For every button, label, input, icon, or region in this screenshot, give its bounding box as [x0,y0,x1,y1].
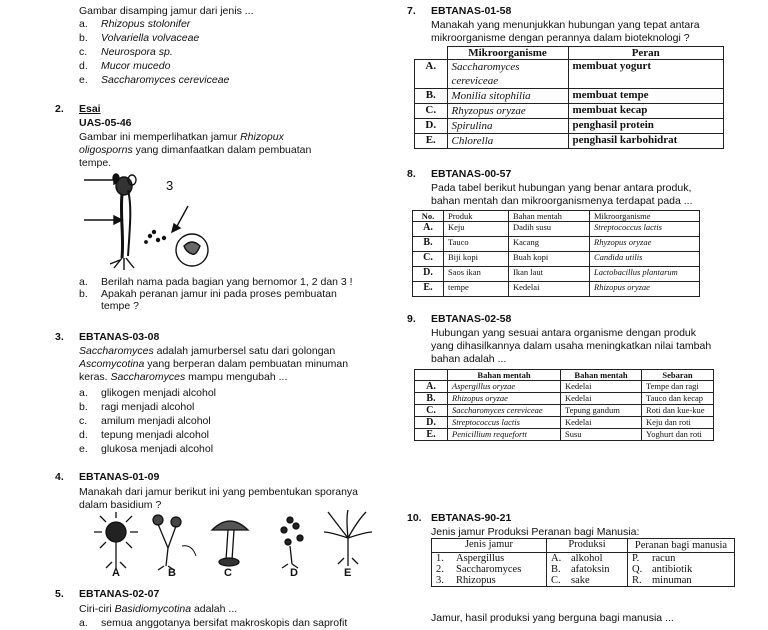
option-text: Rhizopus stolonifer [101,18,191,30]
fungus-a [94,512,138,570]
cell-role: membuat tempe [568,89,724,104]
option-text: Saccharomyces cereviceae [101,74,230,86]
product-letter: A. [551,553,562,564]
row-number: 1. [436,553,444,564]
table-row [415,119,724,134]
q9-header-blank [415,370,448,381]
fig-label-e: E [344,567,352,578]
q9-code: EBTANAS-02-58 [431,313,512,325]
q9-header-org: Bahan mentah [448,370,561,381]
fungus-name: Rhizopus [456,575,496,586]
row-letter: A. [415,60,448,89]
table-row [415,89,724,104]
cell-result: Keju dan roti [642,417,714,429]
row-letter: C. [415,104,448,119]
product-name: afatoksin [571,564,610,575]
cell-organism: Streptococcus lactis [448,417,561,429]
table-row [413,252,700,267]
q10-after: Jamur, hasil produksi yang berguna bagi manusia ... [431,612,674,624]
option-letter: a. [79,617,88,629]
table-row [432,575,735,587]
q9-stem-line1: Hubungan yang sesuai antara organisme dengan produk [431,327,697,339]
option-text: semua anggotanya bersifat makroskopis dan saprofit [101,617,348,629]
cell-raw: Dadih susu [509,222,590,237]
q8-stem-line2: bahan mentah dan mikroorganismenya terdapat pada ... [431,195,693,207]
cell-microbe: Lactobacillus plantarum [590,267,700,282]
q3-stem-line1 [79,345,335,357]
cell-product: tempe [444,282,509,297]
q9-stem-line2: yang dihasilkannya dalam usaha meningkatkan nilai tambah [431,340,712,352]
q7-header-org: Mikroorganisme [447,47,568,60]
q9-header-result: Sebaran [642,370,714,381]
q2-code: UAS-05-46 [79,117,132,129]
cell-role: penghasil karbohidrat [568,134,724,149]
option-text: Neurospora sp. [101,46,173,58]
option-letter: a. [79,387,88,399]
q2-heading: Esai [79,103,101,115]
table-row [415,60,724,89]
q2-stem-species: Rhizopux [240,131,284,143]
option-text: tempe ? [101,300,139,312]
role-name: antibiotik [652,564,693,575]
table-row [415,417,714,429]
q4-number: 4. [55,471,64,483]
option-letter: e. [79,74,88,86]
cell-result: Yoghurt dan roti [642,429,714,441]
option-text: Berilah nama pada bagian yang bernomor 1, 2 dan 3 ! [101,276,353,288]
q8-header-raw: Bahan mentah [509,211,590,222]
fungus-name: Saccharomyces [456,564,522,575]
option-text: glikogen menjadi alcohol [101,387,216,399]
product-name: sake [571,575,590,586]
cell-result: Tempe dan ragi [642,381,714,393]
cell-raw: Kedelai [561,381,642,393]
fungus-d [281,517,303,568]
row-letter: D. [413,267,444,282]
q7-table [414,46,724,149]
cell-raw: Susu [561,429,642,441]
cell-organism: Penicillium requefortt [448,429,561,441]
cell-result: Tauco dan kecap [642,393,714,405]
cell-role [628,564,735,575]
option-text: ragi menjadi alcohol [101,401,195,413]
table-row [413,267,700,282]
q4-code: EBTANAS-01-09 [79,471,160,483]
q3-stem-line2 [79,358,348,370]
option-text: Volvariella volvaceae [101,32,200,44]
cell-fungus [432,553,547,565]
q8-header-microbe: Mikroorganisme [590,211,700,222]
cell-organism: Saccharomyces cereviceae [448,405,561,417]
cell-organism: Rhizopus oryzae [448,393,561,405]
q3-text4: mampu mengubah ... [185,371,288,383]
table-row [413,237,700,252]
row-letter: A. [415,381,448,393]
q10-header-role: Peranan bagi manusia [628,539,735,553]
q2-stem-text: Gambar ini memperlihatkan jamur [79,131,241,143]
q5-stem-a: Ciri-ciri [79,603,115,615]
q10-table [431,538,735,587]
cell-role [628,553,735,565]
q2-stem-text2: yang dimanfaatkan dalam pembuatan [132,144,312,156]
q10-header-product: Produksi [547,539,628,553]
table-row [432,564,735,575]
option-letter: b. [79,32,88,44]
option-text: Mucor mucedo [101,60,171,72]
row-number: 2. [436,564,444,575]
role-name: minuman [652,575,692,586]
cell-result: Roti dan kue-kue [642,405,714,417]
cell-microbe: Candida utilis [590,252,700,267]
cell-raw: Buah kopi [509,252,590,267]
role-letter: Q. [632,564,643,575]
q2-stem-species2: oligosporns [79,144,133,156]
fungus-e [324,510,372,566]
q5-stem [79,603,237,615]
table-row [415,104,724,119]
option-letter: c. [79,46,88,58]
cell-product [547,575,628,587]
fungus-name: Aspergillus [456,553,505,564]
table-row [415,134,724,149]
cell-product [547,564,628,575]
fungus-b [153,515,196,570]
q7-header-role: Peran [568,47,724,60]
fungi-illustrations [84,510,384,578]
row-letter: E. [415,429,448,441]
q7-code: EBTANAS-01-58 [431,5,512,17]
option-text: Apakah peranan jamur ini pada proses pembuatan [101,288,337,300]
q8-header-no: No. [413,211,444,222]
q5-number: 5. [55,588,64,600]
product-name: alkohol [571,553,603,564]
cell-microbe: Rhizopus oryzae [590,282,700,297]
q9-header-raw: Bahan mentah [561,370,642,381]
table-row [413,282,700,297]
q3-number: 3. [55,331,64,343]
role-name: racun [652,553,676,564]
cell-product: Keju [444,222,509,237]
cell-organism: Chlorella [447,134,568,149]
q9-stem-line3: bahan adalah ... [431,353,507,365]
cell-organism: Saccharomyces cereviceae [447,60,568,89]
option-letter: e. [79,443,88,455]
cell-role [628,575,735,587]
q8-number: 8. [407,168,416,180]
cell-fungus [432,575,547,587]
cell-organism: Monilia sitophilia [447,89,568,104]
cell-organism: Aspergillus oryzae [448,381,561,393]
role-letter: P. [632,553,640,564]
cell-raw: Kedelai [561,417,642,429]
q3-code: EBTANAS-03-08 [79,331,160,343]
option-letter: b. [79,401,88,413]
cell-microbe: Rhyzopus oryzae [590,237,700,252]
option-letter: d. [79,60,88,72]
option-text: glukosa menjadi alcohol [101,443,214,455]
row-letter: B. [415,89,448,104]
row-letter: D. [415,119,448,134]
q3-species: Saccharomyces [79,345,154,357]
cell-organism: Spirulina [447,119,568,134]
option-text: tepung menjadi alcohol [101,429,209,441]
fig-label-a: A [112,567,120,578]
q8-table [412,210,700,297]
row-letter: B. [415,393,448,405]
cell-product [547,553,628,565]
table-row [415,405,714,417]
fig-label-b: B [168,567,176,578]
q2-stem-line1 [79,131,284,143]
q1-stem: Gambar disamping jamur dari jenis ... [79,5,254,17]
cell-microbe: Streptococcus lactis [590,222,700,237]
q4-stem-line2: dalam basidium ? [79,499,162,511]
q8-header-product: Produk [444,211,509,222]
row-letter: C. [415,405,448,417]
row-letter: C. [413,252,444,267]
q7-stem-line2: mikroorganisme dengan perannya dalam bioteknologi ? [431,32,690,44]
row-letter: B. [413,237,444,252]
option-letter: d. [79,429,88,441]
table-row [415,393,714,405]
fig-label-d: D [290,567,298,578]
q5-stem-b: Basidiomycotina [114,603,192,615]
row-letter: A. [413,222,444,237]
row-letter: E. [413,282,444,297]
cell-role: penghasil protein [568,119,724,134]
fungus-c [212,521,248,566]
q8-stem-line1: Pada tabel berikut hubungan yang benar antara produk, [431,182,692,194]
cell-raw: Kedelai [509,282,590,297]
q3-class: Ascomycotina [79,358,145,370]
q7-number: 7. [407,5,416,17]
cell-raw: Kacang [509,237,590,252]
product-letter: B. [551,564,561,575]
figure-label-3: 3 [166,178,174,193]
q9-table [414,369,714,441]
table-row [413,222,700,237]
option-letter: a. [79,276,88,288]
q2-number: 2. [55,103,64,115]
option-letter: b. [79,288,88,300]
q2-stem-line2 [79,144,311,156]
row-number: 3. [436,575,444,586]
fig-label-c: C [224,567,232,578]
q10-stem: Jenis jamur Produksi Peranan bagi Manusia: [431,526,640,538]
q3-stem-line3 [79,371,287,383]
q5-stem-c: adalah ... [191,603,238,615]
cell-organism: Rhyzopus oryzae [447,104,568,119]
q7-stem-line1: Manakah yang menunjukkan hubungan yang tepat antara [431,19,700,31]
q3-text2: yang berperan dalam pembuatan minuman [144,358,349,370]
q4-stem-line1: Manakah dari jamur berikut ini yang pembentukan sporanya [79,486,358,498]
cell-role: membuat kecap [568,104,724,119]
cell-role: membuat yogurt [568,60,724,89]
q9-number: 9. [407,313,416,325]
q10-number: 10. [407,512,422,524]
row-letter: E. [415,134,448,149]
cell-product: Biji kopi [444,252,509,267]
cell-product: Tauco [444,237,509,252]
q10-header-fungus: Jenis jamur [432,539,547,553]
option-text: amilum menjadi alcohol [101,415,211,427]
cell-fungus [432,564,547,575]
rhizopus-illustration [80,166,220,274]
table-row [415,429,714,441]
cell-raw: Tepung gandum [561,405,642,417]
q8-code: EBTANAS-00-57 [431,168,512,180]
q3-text1: adalah jamurbersel satu dari golongan [153,345,336,357]
option-letter: a. [79,18,88,30]
cell-raw: Ikan laut [509,267,590,282]
product-letter: C. [551,575,561,586]
q3-species2: Saccharomyces [110,371,186,383]
option-letter: c. [79,415,88,427]
cell-raw: Kedelai [561,393,642,405]
role-letter: R. [632,575,642,586]
row-letter: D. [415,417,448,429]
table-row [415,381,714,393]
q10-code: EBTANAS-90-21 [431,512,512,524]
q2-stem-line3: tempe. [79,157,112,169]
q5-code: EBTANAS-02-07 [79,588,160,600]
table-row [432,553,735,565]
cell-product: Saos ikan [444,267,509,282]
q3-text3: keras. [79,371,111,383]
